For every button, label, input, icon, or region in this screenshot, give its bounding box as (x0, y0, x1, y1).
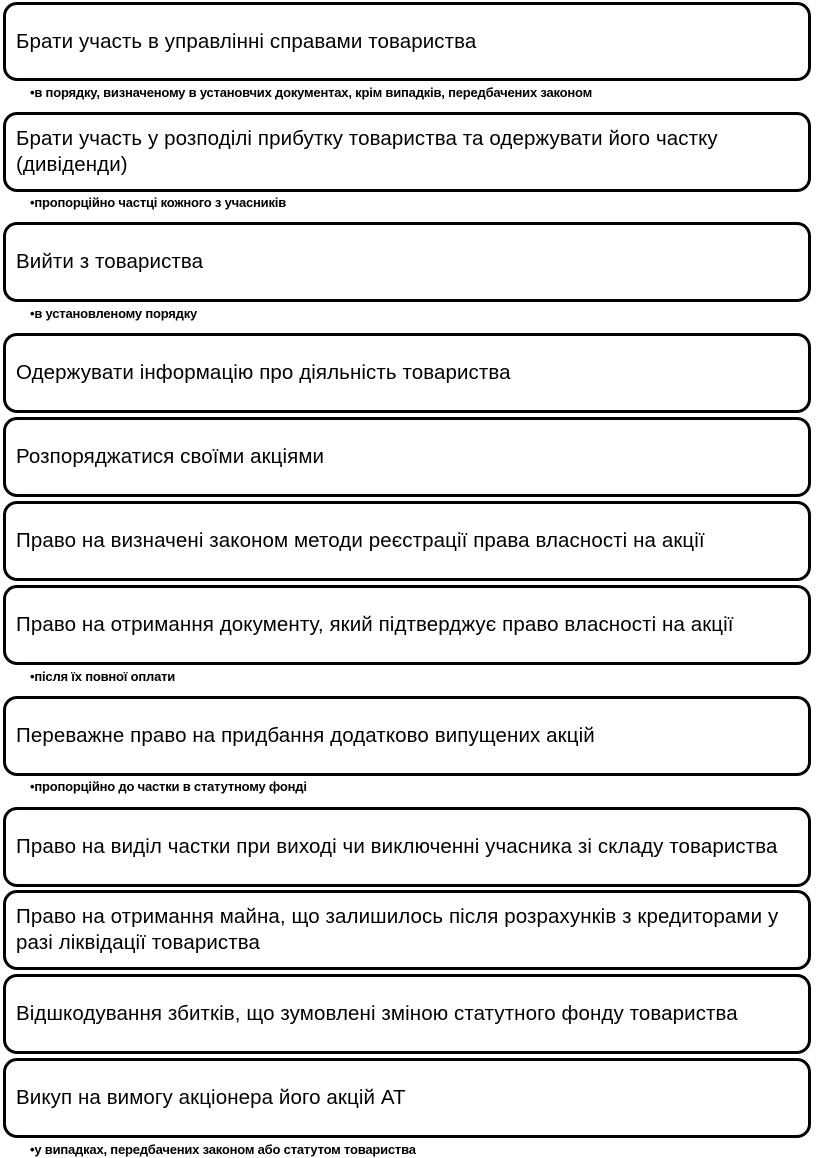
right-text: Право на отримання документу, який підтверджує право власності на акції (16, 613, 734, 636)
right-note: •в порядку, визначеному в установчих документах, крім випадків, передбачених законом (30, 85, 593, 100)
right-note: •після їх повної оплати (30, 669, 176, 684)
right-text: Одержувати інформацію про діяльність товариства (16, 361, 511, 384)
right-box-dispose-shares (3, 417, 811, 497)
right-box-share-allocation (3, 807, 811, 887)
right-text: Відшкодування збитків, що зумовлені зміною статутного фонду товариства (16, 1002, 738, 1025)
right-note: •пропорційно частці кожного з учасників (30, 195, 286, 210)
right-text: Брати участь у розподілі прибутку товариства та одержувати його частку (дивіденди) (16, 127, 718, 176)
right-text: Переважне право на придбання додатково випущених акцій (16, 724, 595, 747)
right-text: Викуп на вимогу акціонера його акцій АТ (16, 1086, 406, 1109)
right-box-damages (3, 974, 811, 1054)
right-text: Право на виділ частки при виході чи виключенні учасника зі складу товариства (16, 835, 778, 858)
right-box-profit (3, 112, 811, 192)
right-box-share-buyback (3, 1058, 811, 1138)
right-note: •пропорційно до частки в статутному фонді (30, 779, 307, 794)
right-box-preemptive (3, 696, 811, 776)
right-box-information (3, 333, 811, 413)
right-box-exit (3, 222, 811, 302)
right-note: •в установленому порядку (30, 306, 198, 321)
right-box-ownership-document (3, 585, 811, 665)
right-box-registration-methods (3, 501, 811, 581)
right-text: Вийти з товариства (16, 250, 204, 273)
right-text: Право на визначені законом методи реєстрації права власності на акції (16, 529, 705, 552)
right-box-management (3, 2, 811, 81)
right-box-liquidation-property (3, 890, 811, 970)
right-text: Брати участь в управлінні справами товариства (16, 29, 477, 53)
right-text: Розпоряджатися своїми акціями (16, 445, 325, 468)
right-text: Право на отримання майна, що залишилось після розрахунків з кредиторами у разі ліквідації товариства (16, 905, 779, 954)
right-note: •у випадках, передбачених законом або статутом товариства (30, 1142, 416, 1157)
